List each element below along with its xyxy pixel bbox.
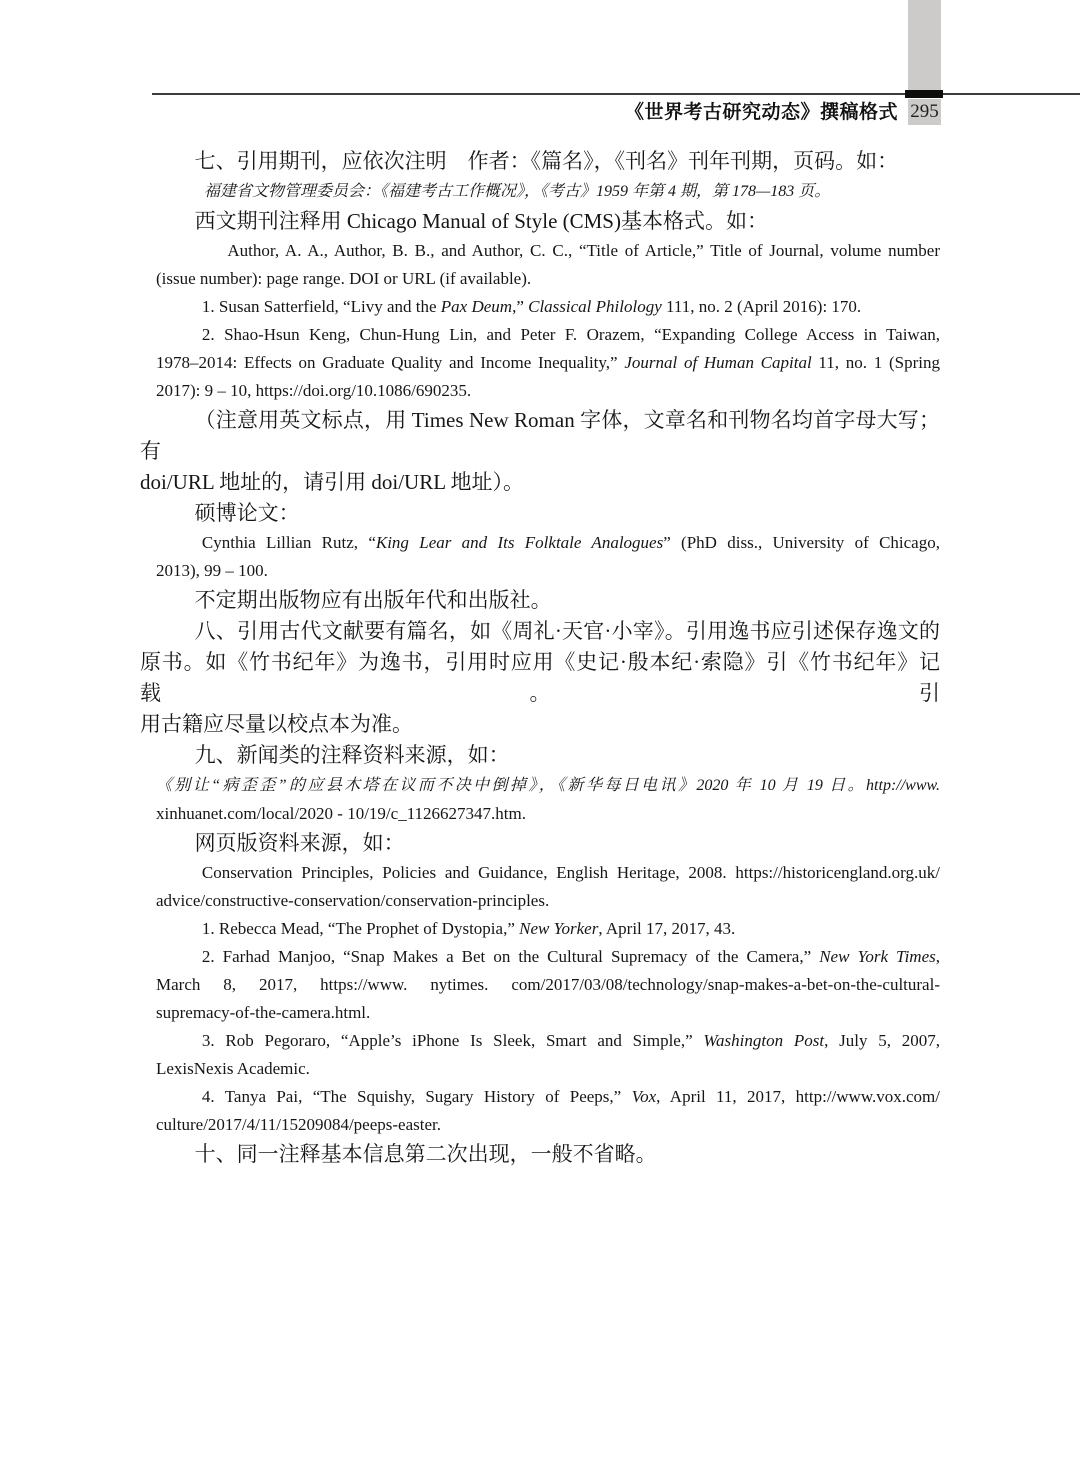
text-segment: 11, no. 1 (Spring (811, 353, 940, 372)
text-line (140, 1139, 940, 1170)
text-line (140, 585, 940, 616)
text-line (156, 293, 940, 321)
text-line (140, 740, 940, 771)
text-line (156, 915, 940, 943)
text-line (156, 971, 940, 999)
text-segment: Cynthia Lillian Rutz, “ (201, 533, 376, 552)
text-segment: 2013), 99 – 100. (156, 561, 268, 580)
text-line (156, 859, 940, 887)
text-segment: 2. Farhad Manjoo, “Snap Makes a Bet on the Cultural Supremacy of the Camera,” (201, 947, 820, 966)
italic-text-segment: Classical Philology (528, 297, 662, 316)
text-line (156, 999, 940, 1027)
text-line (156, 377, 940, 405)
text-line (140, 206, 940, 237)
text-line (140, 828, 940, 859)
text-segment: 硕博论文： (194, 501, 300, 525)
text-line (156, 529, 940, 557)
text-segment: , April 17, 2017, 43. (598, 919, 736, 938)
text-line (156, 177, 940, 206)
text-segment: 1. Rebecca Mead, “The Prophet of Dystopia,” (201, 919, 520, 938)
text-line (156, 237, 940, 265)
text-segment: 福建省文物管理委员会：《福建考古工作概况》，《考古》1959 年第 4 期，第 178—183 页。 (204, 183, 831, 200)
text-line (140, 498, 940, 529)
text-segment: 西文期刊注释用 Chicago Manual of Style (CMS)基本格式。如： (194, 209, 768, 233)
text-segment: culture/2017/4/11/15209084/peeps-easter. (156, 1115, 441, 1134)
text-line (140, 709, 940, 740)
text-segment: 七、引用期刊，应依次注明 作者：《篇名》，《刊名》刊年刊期，页码。如： (194, 149, 899, 173)
page-number: 295 (908, 99, 941, 125)
text-segment: 不定期出版物应有出版年代和出版社。 (194, 588, 552, 612)
italic-text-segment: King Lear and Its Folktale Analogues (375, 533, 664, 552)
text-line (156, 557, 940, 585)
text-segment: 九、新闻类的注释资料来源，如： (194, 743, 510, 767)
text-segment: 111, no. 2 (April 2016): 170. (661, 297, 862, 316)
text-segment: ” (PhD diss., University of Chicago, (663, 533, 940, 552)
text-segment: , (935, 947, 940, 966)
text-line (140, 146, 940, 177)
text-segment: 3. Rob Pegoraro, “Apple’s iPhone Is Sleek, Smart and Simple,” (201, 1031, 704, 1050)
text-segment: (issue number): page range. DOI or URL (if available). (156, 269, 532, 288)
running-head-title: 《世界考古研究动态》撰稿格式 (624, 102, 898, 123)
text-segment: xinhuanet.com/local/2020 - 10/19/c_1126627347.htm. (156, 804, 527, 823)
text-line (156, 887, 940, 915)
italic-text-segment: Journal of Human Capital (624, 353, 812, 372)
text-line (156, 771, 940, 800)
page-edge-tab (908, 0, 941, 93)
text-line (156, 321, 940, 349)
text-line (156, 943, 940, 971)
text-line (156, 1111, 940, 1139)
italic-text-segment: Pax Deum (440, 297, 513, 316)
italic-text-segment: New York Times (819, 947, 936, 966)
text-segment: 十、同一注释基本信息第二次出现，一般不省略。 (194, 1142, 657, 1166)
page-tab-notch (905, 90, 943, 98)
text-segment: 2017): 9 – 10, https://doi.org/10.1086/690235. (156, 381, 472, 400)
italic-text-segment: Vox (631, 1087, 657, 1106)
text-segment: , April 11, 2017, http://www.vox.com/ (656, 1087, 940, 1106)
text-line (156, 349, 940, 377)
text-segment: （注意用英文标点，用 Times New Roman 字体，文章名和刊物名均首字母大写；有 (140, 408, 940, 463)
text-segment: 原书。如《竹书纪年》为逸书，引用时应用《史记·殷本纪·索隐》引《竹书纪年》记载。引 (140, 650, 940, 705)
text-line (140, 405, 940, 467)
text-line (140, 616, 940, 647)
text-segment: 网页版资料来源，如： (194, 831, 405, 855)
text-line (156, 265, 940, 293)
text-segment: 《别让“病歪歪”的应县木塔在议而不决中倒掉》，《新华每日电讯》2020 年 10 月 19 日。http://www. (156, 777, 940, 794)
text-segment: supremacy-of-the-camera.html. (156, 1003, 371, 1022)
text-line (156, 1083, 940, 1111)
text-line (156, 1055, 940, 1083)
text-line (156, 800, 940, 828)
text-segment: 1978–2014: Effects on Graduate Quality and Income Inequality,” (156, 353, 625, 372)
text-segment: 八、引用古代文献要有篇名，如《周礼·天官·小宰》。引用逸书应引述保存逸文的 (194, 619, 940, 643)
text-segment: doi/URL 地址的，请引用 doi/URL 地址）。 (140, 470, 525, 494)
text-segment: , July 5, 2007, (824, 1031, 941, 1050)
text-line (140, 467, 940, 498)
text-segment: 1. Susan Satterfield, “Livy and the (201, 297, 441, 316)
text-segment: advice/constructive-conservation/conservation-principles. (156, 891, 550, 910)
text-segment: 2. Shao-Hsun Keng, Chun-Hung Lin, and Peter F. Orazem, “Expanding College Access in Taiwan, (201, 325, 940, 344)
text-segment: 4. Tanya Pai, “The Squishy, Sugary History of Peeps,” (201, 1087, 632, 1106)
text-segment: Author, A. A., Author, B. B., and Author, C. C., “Title of Article,” Title of Journal, volume number (227, 241, 940, 260)
text-line (140, 647, 940, 709)
text-segment: Conservation Principles, Policies and Guidance, English Heritage, 2008. https://historicengland.org.uk/ (201, 863, 940, 882)
text-segment: March 8, 2017, https://www. nytimes. com/2017/03/08/technology/snap-makes-a-bet-on-the-cultural- (156, 975, 940, 994)
text-segment: 用古籍应尽量以校点本为准。 (140, 712, 413, 736)
italic-text-segment: New Yorker (519, 919, 599, 938)
text-segment: LexisNexis Academic. (156, 1059, 310, 1078)
page-body-lines (140, 146, 940, 1170)
italic-text-segment: Washington Post (703, 1031, 825, 1050)
text-segment: ,” (512, 297, 529, 316)
text-line (156, 1027, 940, 1055)
